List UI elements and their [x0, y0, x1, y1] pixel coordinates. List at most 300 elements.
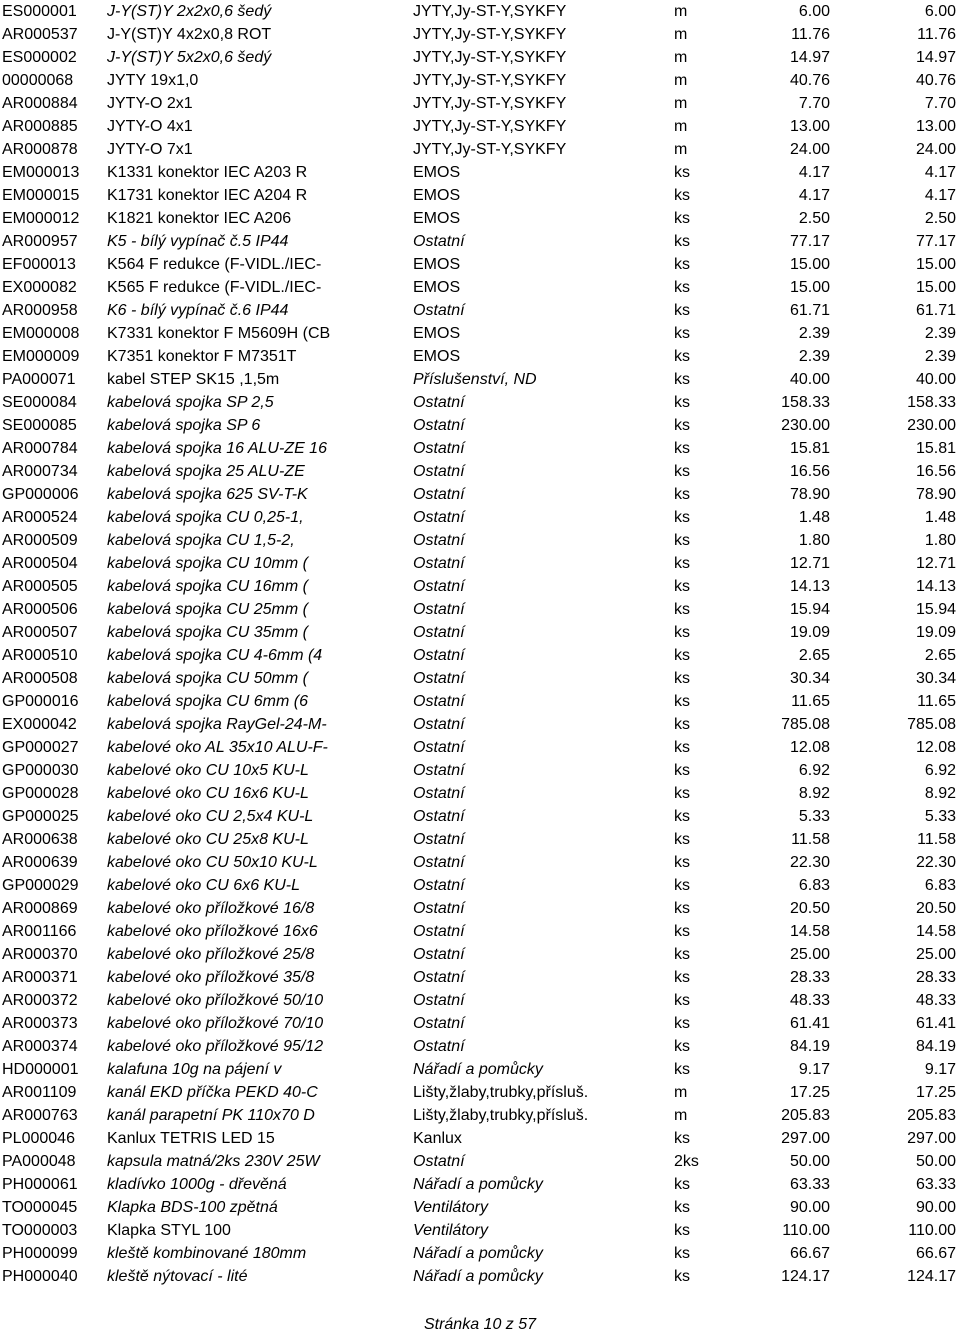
item-unit: m	[674, 141, 688, 158]
item-group: EMOS	[413, 325, 461, 342]
table-row	[0, 1058, 960, 1081]
item-total: 50.00	[915, 1153, 956, 1170]
item-name: kapsula matná/2ks 230V 25W	[107, 1153, 320, 1170]
item-total: 48.33	[915, 992, 956, 1009]
item-name: kabelová spojka SP 6	[107, 417, 261, 434]
item-total: 13.00	[915, 118, 956, 135]
item-total: 14.13	[915, 578, 956, 595]
item-group: Ostatní	[413, 808, 465, 825]
item-total: 14.97	[915, 49, 956, 66]
item-total: 6.83	[924, 877, 956, 894]
item-group: Ostatní	[413, 831, 465, 848]
item-unit: ks	[674, 302, 690, 319]
item-group: EMOS	[413, 187, 461, 204]
table-row	[0, 345, 960, 368]
item-total: 40.76	[915, 72, 956, 89]
item-code: AR000869	[2, 900, 78, 917]
item-price: 15.94	[789, 601, 830, 618]
item-price: 40.76	[789, 72, 830, 89]
item-name: K5 - bílý vypínač č.5 IP44	[107, 233, 289, 250]
item-name: kabelové oko příložkové 95/12	[107, 1038, 324, 1055]
item-group: Ostatní	[413, 1038, 465, 1055]
item-code: AR000885	[2, 118, 78, 135]
item-unit: ks	[674, 279, 690, 296]
item-code: AR000734	[2, 463, 78, 480]
item-group: Nářadí a pomůcky	[413, 1176, 543, 1193]
item-total: 25.00	[915, 946, 956, 963]
table-row	[0, 897, 960, 920]
item-unit: ks	[674, 348, 690, 365]
item-code: AR000509	[2, 532, 78, 549]
item-name: J-Y(ST)Y 4x2x0,8 ROT	[107, 26, 272, 43]
item-unit: ks	[674, 1061, 690, 1078]
item-total: 22.30	[915, 854, 956, 871]
item-unit: ks	[674, 578, 690, 595]
item-unit: ks	[674, 923, 690, 940]
item-code: GP000016	[2, 693, 79, 710]
item-code: ES000001	[2, 3, 77, 20]
item-name: kabel STEP SK15 ,1,5m	[107, 371, 280, 388]
item-total: 6.00	[924, 3, 956, 20]
item-code: EM000013	[2, 164, 80, 181]
item-unit: m	[674, 95, 688, 112]
item-group: Nářadí a pomůcky	[413, 1268, 543, 1285]
item-name: Kanlux TETRIS LED 15	[107, 1130, 275, 1147]
item-code: PL000046	[2, 1130, 75, 1147]
table-row	[0, 368, 960, 391]
item-name: kleště nýtovací - lité	[107, 1268, 248, 1285]
item-code: TO000003	[2, 1222, 78, 1239]
item-code: EF000013	[2, 256, 76, 273]
table-row	[0, 1265, 960, 1288]
table-row	[0, 0, 960, 23]
item-unit: ks	[674, 739, 690, 756]
item-group: Ostatní	[413, 762, 465, 779]
item-unit: ks	[674, 1130, 690, 1147]
item-group: Ostatní	[413, 693, 465, 710]
item-total: 110.00	[908, 1222, 956, 1239]
table-row	[0, 1127, 960, 1150]
table-row	[0, 943, 960, 966]
item-price: 6.92	[798, 762, 830, 779]
item-group: Ostatní	[413, 877, 465, 894]
item-price: 2.50	[798, 210, 830, 227]
item-total: 158.33	[907, 394, 956, 411]
item-code: AR001109	[2, 1084, 77, 1101]
item-total: 78.90	[915, 486, 956, 503]
item-name: kabelová spojka CU 0,25-1,	[107, 509, 304, 526]
item-unit: ks	[674, 992, 690, 1009]
item-price: 4.17	[798, 164, 830, 181]
item-price: 14.13	[789, 578, 830, 595]
item-price: 5.33	[798, 808, 830, 825]
item-name: kabelové oko CU 2,5x4 KU-L	[107, 808, 314, 825]
item-price: 17.25	[789, 1084, 830, 1101]
item-price: 1.80	[798, 532, 830, 549]
item-code: GP000030	[2, 762, 79, 779]
table-row	[0, 759, 960, 782]
table-row	[0, 230, 960, 253]
table-row	[0, 1104, 960, 1127]
item-unit: ks	[674, 877, 690, 894]
item-total: 205.83	[907, 1107, 956, 1124]
item-name: kabelová spojka SP 2,5	[107, 394, 274, 411]
item-total: 9.17	[924, 1061, 956, 1078]
item-total: 20.50	[915, 900, 956, 917]
item-price: 61.71	[789, 302, 830, 319]
item-unit: ks	[674, 164, 690, 181]
table-row	[0, 184, 960, 207]
item-group: Lišty,žlaby,trubky,přísluš.	[413, 1107, 589, 1124]
item-name: J-Y(ST)Y 5x2x0,6 šedý	[107, 49, 272, 66]
item-unit: ks	[674, 233, 690, 250]
item-unit: ks	[674, 716, 690, 733]
item-name: kabelové oko příložkové 35/8	[107, 969, 315, 986]
item-group: JYTY,Jy-ST-Y,SYKFY	[413, 26, 567, 43]
table-row	[0, 1219, 960, 1242]
item-code: GP000028	[2, 785, 79, 802]
item-price: 84.19	[789, 1038, 830, 1055]
item-group: Nářadí a pomůcky	[413, 1061, 543, 1078]
item-unit: ks	[674, 601, 690, 618]
item-code: GP000029	[2, 877, 79, 894]
item-group: Lišty,žlaby,trubky,přísluš.	[413, 1084, 589, 1101]
item-total: 6.92	[924, 762, 956, 779]
table-row	[0, 1081, 960, 1104]
item-total: 63.33	[915, 1176, 956, 1193]
item-price: 19.09	[789, 624, 830, 641]
item-total: 17.25	[915, 1084, 956, 1101]
table-row	[0, 1242, 960, 1265]
item-code: AR000958	[2, 302, 78, 319]
item-code: EM000015	[2, 187, 80, 204]
item-price: 785.08	[781, 716, 830, 733]
item-unit: ks	[674, 440, 690, 457]
table-row	[0, 483, 960, 506]
item-name: kabelová spojka CU 1,5-2,	[107, 532, 295, 549]
item-unit: m	[674, 26, 688, 43]
table-row	[0, 529, 960, 552]
item-name: Klapka STYL 100	[107, 1222, 231, 1239]
item-unit: ks	[674, 463, 690, 480]
item-name: kabelová spojka CU 10mm (	[107, 555, 308, 572]
item-name: kleště kombinované 180mm	[107, 1245, 307, 1262]
table-row	[0, 713, 960, 736]
table-row	[0, 828, 960, 851]
item-code: TO000045	[2, 1199, 78, 1216]
item-price: 15.00	[789, 256, 830, 273]
table-row	[0, 1196, 960, 1219]
item-group: Ostatní	[413, 969, 465, 986]
item-code: AR000374	[2, 1038, 78, 1055]
item-code: ES000002	[2, 49, 77, 66]
item-group: Ostatní	[413, 1153, 465, 1170]
item-group: Ostatní	[413, 716, 465, 733]
item-unit: ks	[674, 1199, 690, 1216]
item-name: kanál parapetní PK 110x70 D	[107, 1107, 315, 1124]
item-total: 66.67	[915, 1245, 956, 1262]
item-unit: ks	[674, 187, 690, 204]
item-code: GP000006	[2, 486, 79, 503]
item-total: 7.70	[924, 95, 956, 112]
item-code: AR000510	[2, 647, 78, 664]
item-price: 2.65	[798, 647, 830, 664]
item-name: JYTY-O 4x1	[107, 118, 193, 135]
item-group: Ostatní	[413, 739, 465, 756]
item-price: 124.17	[781, 1268, 830, 1285]
item-unit: 2ks	[674, 1153, 699, 1170]
item-group: Nářadí a pomůcky	[413, 1245, 543, 1262]
item-group: Ostatní	[413, 647, 465, 664]
item-unit: ks	[674, 762, 690, 779]
item-name: K1331 konektor IEC A203 R	[107, 164, 308, 181]
item-unit: ks	[674, 532, 690, 549]
item-price: 63.33	[789, 1176, 830, 1193]
table-row	[0, 115, 960, 138]
item-total: 4.17	[924, 187, 956, 204]
item-code: AR000639	[2, 854, 78, 871]
item-unit: ks	[674, 486, 690, 503]
item-price: 15.00	[789, 279, 830, 296]
item-code: PH000040	[2, 1268, 78, 1285]
item-total: 297.00	[907, 1130, 956, 1147]
item-code: AR000763	[2, 1107, 78, 1124]
item-total: 2.50	[924, 210, 956, 227]
item-name: K564 F redukce (F-VIDL./IEC-	[107, 256, 322, 273]
table-row	[0, 23, 960, 46]
item-code: AR000878	[2, 141, 78, 158]
table-row	[0, 851, 960, 874]
item-total: 84.19	[915, 1038, 956, 1055]
item-total: 11.76	[917, 26, 956, 43]
item-code: AR000537	[2, 26, 78, 43]
item-code: EX000082	[2, 279, 77, 296]
item-group: Ostatní	[413, 440, 465, 457]
item-unit: ks	[674, 509, 690, 526]
item-name: K1731 konektor IEC A204 R	[107, 187, 308, 204]
item-total: 12.08	[915, 739, 956, 756]
table-row	[0, 667, 960, 690]
table-row	[0, 1173, 960, 1196]
item-code: PA000048	[2, 1153, 76, 1170]
table-row	[0, 644, 960, 667]
item-code: EM000009	[2, 348, 80, 365]
item-group: Ostatní	[413, 302, 465, 319]
item-price: 6.83	[798, 877, 830, 894]
item-total: 14.58	[915, 923, 956, 940]
item-price: 11.76	[791, 26, 830, 43]
item-total: 28.33	[915, 969, 956, 986]
item-name: kabelová spojka CU 25mm (	[107, 601, 308, 618]
item-price: 66.67	[789, 1245, 830, 1262]
table-row	[0, 1012, 960, 1035]
item-code: SE000084	[2, 394, 77, 411]
item-unit: ks	[674, 210, 690, 227]
item-unit: m	[674, 1107, 688, 1124]
item-unit: ks	[674, 946, 690, 963]
item-unit: m	[674, 118, 688, 135]
item-total: 24.00	[915, 141, 956, 158]
item-code: HD000001	[2, 1061, 79, 1078]
item-name: kabelová spojka CU 4-6mm (4	[107, 647, 323, 664]
page-number: Stránka 10 z 57	[423, 1316, 537, 1333]
item-total: 230.00	[907, 417, 956, 434]
item-price: 48.33	[789, 992, 830, 1009]
item-code: GP000027	[2, 739, 79, 756]
item-name: kabelová spojka 16 ALU-ZE 16	[107, 440, 327, 457]
table-row	[0, 690, 960, 713]
item-group: JYTY,Jy-ST-Y,SYKFY	[413, 141, 567, 158]
item-name: kabelové oko příložkové 16/8	[107, 900, 315, 917]
item-group: Ostatní	[413, 785, 465, 802]
item-code: AR000638	[2, 831, 78, 848]
item-group: Ostatní	[413, 578, 465, 595]
item-name: kalafuna 10g na pájení v	[107, 1061, 282, 1078]
item-group: Ostatní	[413, 670, 465, 687]
item-name: kabelové oko CU 25x8 KU-L	[107, 831, 309, 848]
item-code: AR000372	[2, 992, 78, 1009]
item-unit: m	[674, 3, 688, 20]
item-name: kanál EKD příčka PEKD 40-C	[107, 1084, 318, 1101]
item-total: 61.71	[915, 302, 956, 319]
item-name: kabelové oko AL 35x10 ALU-F-	[107, 739, 328, 756]
table-row	[0, 920, 960, 943]
item-group: JYTY,Jy-ST-Y,SYKFY	[413, 3, 567, 20]
item-group: EMOS	[413, 279, 461, 296]
item-total: 15.81	[915, 440, 956, 457]
item-code: AR000507	[2, 624, 78, 641]
item-price: 110.00	[782, 1222, 830, 1239]
item-name: kabelová spojka 625 SV-T-K	[107, 486, 308, 503]
item-name: JYTY-O 2x1	[107, 95, 193, 112]
item-group: Ostatní	[413, 394, 465, 411]
item-unit: ks	[674, 1222, 690, 1239]
item-unit: ks	[674, 325, 690, 342]
table-row	[0, 966, 960, 989]
item-total: 15.00	[915, 256, 956, 273]
table-row	[0, 575, 960, 598]
item-code: AR000373	[2, 1015, 78, 1032]
item-price: 205.83	[781, 1107, 830, 1124]
table-row	[0, 782, 960, 805]
item-unit: m	[674, 72, 688, 89]
item-total: 16.56	[915, 463, 956, 480]
item-name: kabelové oko příložkové 70/10	[107, 1015, 324, 1032]
item-group: EMOS	[413, 164, 461, 181]
item-total: 8.92	[924, 785, 956, 802]
item-code: AR000504	[2, 555, 78, 572]
item-price: 28.33	[789, 969, 830, 986]
item-name: K7351 konektor F M7351T	[107, 348, 297, 365]
item-group: JYTY,Jy-ST-Y,SYKFY	[413, 72, 567, 89]
table-row	[0, 736, 960, 759]
item-name: kabelová spojka CU 35mm (	[107, 624, 308, 641]
item-price: 2.39	[798, 348, 830, 365]
item-price: 4.17	[798, 187, 830, 204]
item-total: 5.33	[924, 808, 956, 825]
item-name: kabelová spojka CU 16mm (	[107, 578, 308, 595]
item-total: 15.94	[915, 601, 956, 618]
table-row	[0, 391, 960, 414]
item-group: Ostatní	[413, 486, 465, 503]
item-total: 61.41	[915, 1015, 956, 1032]
item-group: EMOS	[413, 348, 461, 365]
item-group: Příslušenství, ND	[413, 371, 537, 388]
item-code: AR001166	[2, 923, 77, 940]
table-row	[0, 69, 960, 92]
item-code: AR000957	[2, 233, 78, 250]
item-name: kabelové oko CU 16x6 KU-L	[107, 785, 309, 802]
item-unit: ks	[674, 808, 690, 825]
item-group: Ostatní	[413, 417, 465, 434]
item-total: 2.39	[924, 348, 956, 365]
table-row	[0, 414, 960, 437]
table-row	[0, 621, 960, 644]
item-price: 15.81	[789, 440, 830, 457]
item-unit: ks	[674, 969, 690, 986]
item-name: K7331 konektor F M5609H (CB	[107, 325, 331, 342]
item-group: Ostatní	[413, 1015, 465, 1032]
item-name: J-Y(ST)Y 2x2x0,6 šedý	[107, 3, 272, 20]
item-price: 7.70	[798, 95, 830, 112]
table-row	[0, 253, 960, 276]
item-group: Ostatní	[413, 532, 465, 549]
item-code: 00000068	[2, 72, 74, 89]
item-unit: ks	[674, 647, 690, 664]
item-unit: ks	[674, 1268, 690, 1285]
item-name: K1821 konektor IEC A206	[107, 210, 292, 227]
table-row	[0, 989, 960, 1012]
item-total: 30.34	[915, 670, 956, 687]
item-name: Klapka BDS-100 zpětná	[107, 1199, 278, 1216]
item-name: kabelové oko příložkové 50/10	[107, 992, 324, 1009]
item-price: 1.48	[798, 509, 830, 526]
table-row	[0, 1035, 960, 1058]
item-price: 12.71	[789, 555, 830, 572]
item-unit: ks	[674, 1038, 690, 1055]
table-row	[0, 276, 960, 299]
item-unit: ks	[674, 854, 690, 871]
item-price: 24.00	[789, 141, 830, 158]
item-price: 11.65	[791, 693, 830, 710]
item-unit: ks	[674, 1245, 690, 1262]
item-group: JYTY,Jy-ST-Y,SYKFY	[413, 95, 567, 112]
item-name: kabelová spojka CU 6mm (6	[107, 693, 308, 710]
item-code: PH000099	[2, 1245, 78, 1262]
item-code: EX000042	[2, 716, 77, 733]
item-name: kabelové oko CU 10x5 KU-L	[107, 762, 309, 779]
item-group: EMOS	[413, 256, 461, 273]
item-group: JYTY,Jy-ST-Y,SYKFY	[413, 118, 567, 135]
table-row	[0, 161, 960, 184]
item-group: Ostatní	[413, 854, 465, 871]
item-total: 124.17	[907, 1268, 956, 1285]
item-total: 19.09	[915, 624, 956, 641]
item-name: kabelové oko příložkové 16x6	[107, 923, 318, 940]
item-price: 40.00	[789, 371, 830, 388]
item-code: AR000784	[2, 440, 78, 457]
item-total: 785.08	[907, 716, 956, 733]
item-price: 6.00	[798, 3, 830, 20]
item-name: kabelová spojka CU 50mm (	[107, 670, 308, 687]
item-price: 50.00	[789, 1153, 830, 1170]
item-total: 40.00	[915, 371, 956, 388]
table-row	[0, 138, 960, 161]
table-row	[0, 1150, 960, 1173]
table-row	[0, 506, 960, 529]
item-name: kabelová spojka 25 ALU-ZE	[107, 463, 305, 480]
item-group: Ventilátory	[413, 1222, 488, 1239]
